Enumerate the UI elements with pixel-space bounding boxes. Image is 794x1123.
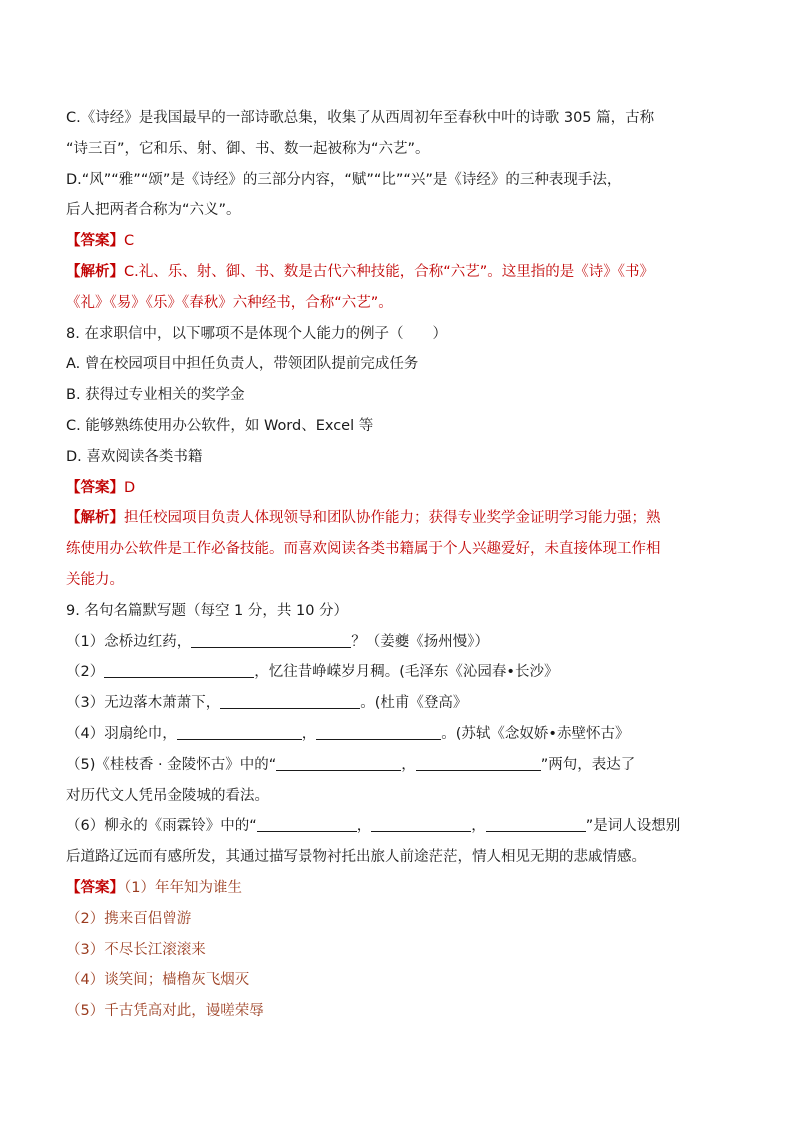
q9-item6-blank1[interactable] bbox=[257, 815, 357, 832]
q7-answer-label: 【答案】 bbox=[66, 233, 124, 250]
q8-option-c: C. 能够熟练使用办公软件，如 Word、Excel 等 bbox=[66, 417, 374, 434]
q8-analysis-line3: 关能力。 bbox=[66, 571, 124, 588]
q7-analysis-line1 bbox=[66, 257, 736, 288]
q9-item1-suffix: ？（姜夔《扬州慢》） bbox=[351, 633, 489, 650]
q9-item6-line2: 后道路辽远而有感所发，其通过描写景物衬托出旅人前途茫茫，情人相见无期的悲戚情感。 bbox=[66, 849, 646, 866]
q9-stem: 9. 名句名篇默写题（每空 1 分，共 10 分） bbox=[66, 602, 349, 619]
q8-stem: 8. 在求职信中，以下哪项不是体现个人能力的例子（ ） bbox=[66, 325, 447, 342]
q9-item6-suffix: ”是词人设想别 bbox=[585, 818, 681, 835]
q9-item4-mid: ， bbox=[301, 725, 317, 742]
q9-item6-blank2[interactable] bbox=[371, 815, 471, 832]
q7-option-d-line2: 后人把两者合称为“六义”。 bbox=[66, 202, 241, 219]
q8-analysis-text1: 担任校园项目负责人体现领导和团队协作能力；获得专业奖学金证明学习能力强；熟 bbox=[124, 510, 661, 527]
q9-item3 bbox=[66, 688, 736, 719]
page-content bbox=[66, 103, 736, 1027]
q9-item5-prefix: （5)《桂枝香 · 金陵怀古》中的“ bbox=[66, 756, 277, 773]
q9-item6-mid1: ， bbox=[356, 818, 372, 835]
q9-item6-prefix: （6）柳永的《雨霖铃》中的“ bbox=[66, 818, 257, 835]
q9-item2-prefix: （2） bbox=[66, 664, 105, 681]
q8-option-d: D. 喜欢阅读各类书籍 bbox=[66, 448, 203, 465]
q9-item4-suffix: 。(苏轼《念奴娇•赤壁怀古》 bbox=[441, 725, 630, 742]
q9-item2 bbox=[66, 657, 736, 688]
q9-item5 bbox=[66, 750, 736, 781]
q9-item6-blank3[interactable] bbox=[486, 815, 586, 832]
q9-item4 bbox=[66, 719, 736, 750]
q9-answer bbox=[66, 873, 736, 904]
q8-option-a: A. 曾在校园项目中担任负责人，带领团队提前完成任务 bbox=[66, 356, 419, 373]
q9-answer-label: 【答案】 bbox=[66, 879, 124, 896]
q9-item4-blank2[interactable] bbox=[316, 723, 441, 740]
q9-item3-blank[interactable] bbox=[220, 692, 360, 709]
q9-item3-prefix: （3）无边落木萧萧下， bbox=[66, 695, 221, 712]
q9-item5-blank1[interactable] bbox=[276, 754, 401, 771]
q9-answer-2: （2）携来百侣曾游 bbox=[66, 910, 192, 927]
q7-analysis-text1: C.礼、乐、射、御、书、数是古代六种技能，合称“六艺”。这里指的是《诗》《书》 bbox=[124, 263, 655, 280]
q8-analysis-line1 bbox=[66, 503, 736, 534]
q9-item6-mid2: ， bbox=[471, 818, 486, 835]
q9-item4-prefix: （4）羽扇纶巾， bbox=[66, 725, 177, 742]
q9-item4-blank1[interactable] bbox=[177, 723, 302, 740]
q9-item5-suffix: ”两句，表达了 bbox=[540, 756, 636, 773]
q9-item3-suffix: 。(杜甫《登高》 bbox=[360, 695, 468, 712]
q9-item1 bbox=[66, 627, 736, 658]
q9-item2-blank[interactable] bbox=[104, 661, 254, 678]
q7-option-d-line1: D.“风”“雅”“颂”是《诗经》的三部分内容，“赋”“比”“兴”是《诗经》的三种表现手法， bbox=[66, 171, 622, 188]
q7-analysis-label: 【解析】 bbox=[66, 263, 124, 280]
q9-item5-blank2[interactable] bbox=[416, 754, 541, 771]
q7-answer-value: C bbox=[124, 233, 135, 250]
q9-answer-1: （1）年年知为谁生 bbox=[124, 879, 242, 896]
q9-answer-3: （3）不尽长江滚滚来 bbox=[66, 941, 206, 958]
q9-item6 bbox=[66, 811, 736, 842]
q7-answer bbox=[66, 226, 736, 257]
q8-option-b: B. 获得过专业相关的奖学金 bbox=[66, 387, 245, 404]
q8-analysis-label: 【解析】 bbox=[66, 510, 124, 527]
q8-answer bbox=[66, 473, 736, 504]
q8-answer-value: D bbox=[124, 479, 136, 496]
q9-item5-mid: ， bbox=[401, 756, 416, 773]
q7-option-c-line1: C.《诗经》是我国最早的一部诗歌总集，收集了从西周初年至春秋中叶的诗歌 305 篇，古称 bbox=[66, 110, 655, 126]
q7-analysis-line2: 《礼》《易》《乐》《春秋》六种经书，合称“六艺”。 bbox=[66, 294, 393, 311]
q9-answer-5: （5）千古凭高对此，谩嗟荣辱 bbox=[66, 1003, 264, 1020]
q7-option-c-line2: “诗三百”，它和乐、射、御、书、数一起被称为“六艺”。 bbox=[66, 140, 430, 157]
q9-item1-prefix: （1）念桥边红药， bbox=[66, 633, 192, 650]
q9-item1-blank[interactable] bbox=[191, 631, 351, 648]
q9-item5-line2: 对历代文人凭吊金陵城的看法。 bbox=[66, 787, 269, 804]
q9-item2-suffix: ，忆往昔峥嵘岁月稠。(毛泽东《沁园春•长沙》 bbox=[254, 664, 559, 681]
q8-answer-label: 【答案】 bbox=[66, 479, 124, 496]
q8-analysis-line2: 练使用办公软件是工作必备技能。而喜欢阅读各类书籍属于个人兴趣爱好，未直接体现工作相 bbox=[66, 541, 661, 558]
q9-answer-4: （4）谈笑间；樯橹灰飞烟灭 bbox=[66, 972, 250, 989]
